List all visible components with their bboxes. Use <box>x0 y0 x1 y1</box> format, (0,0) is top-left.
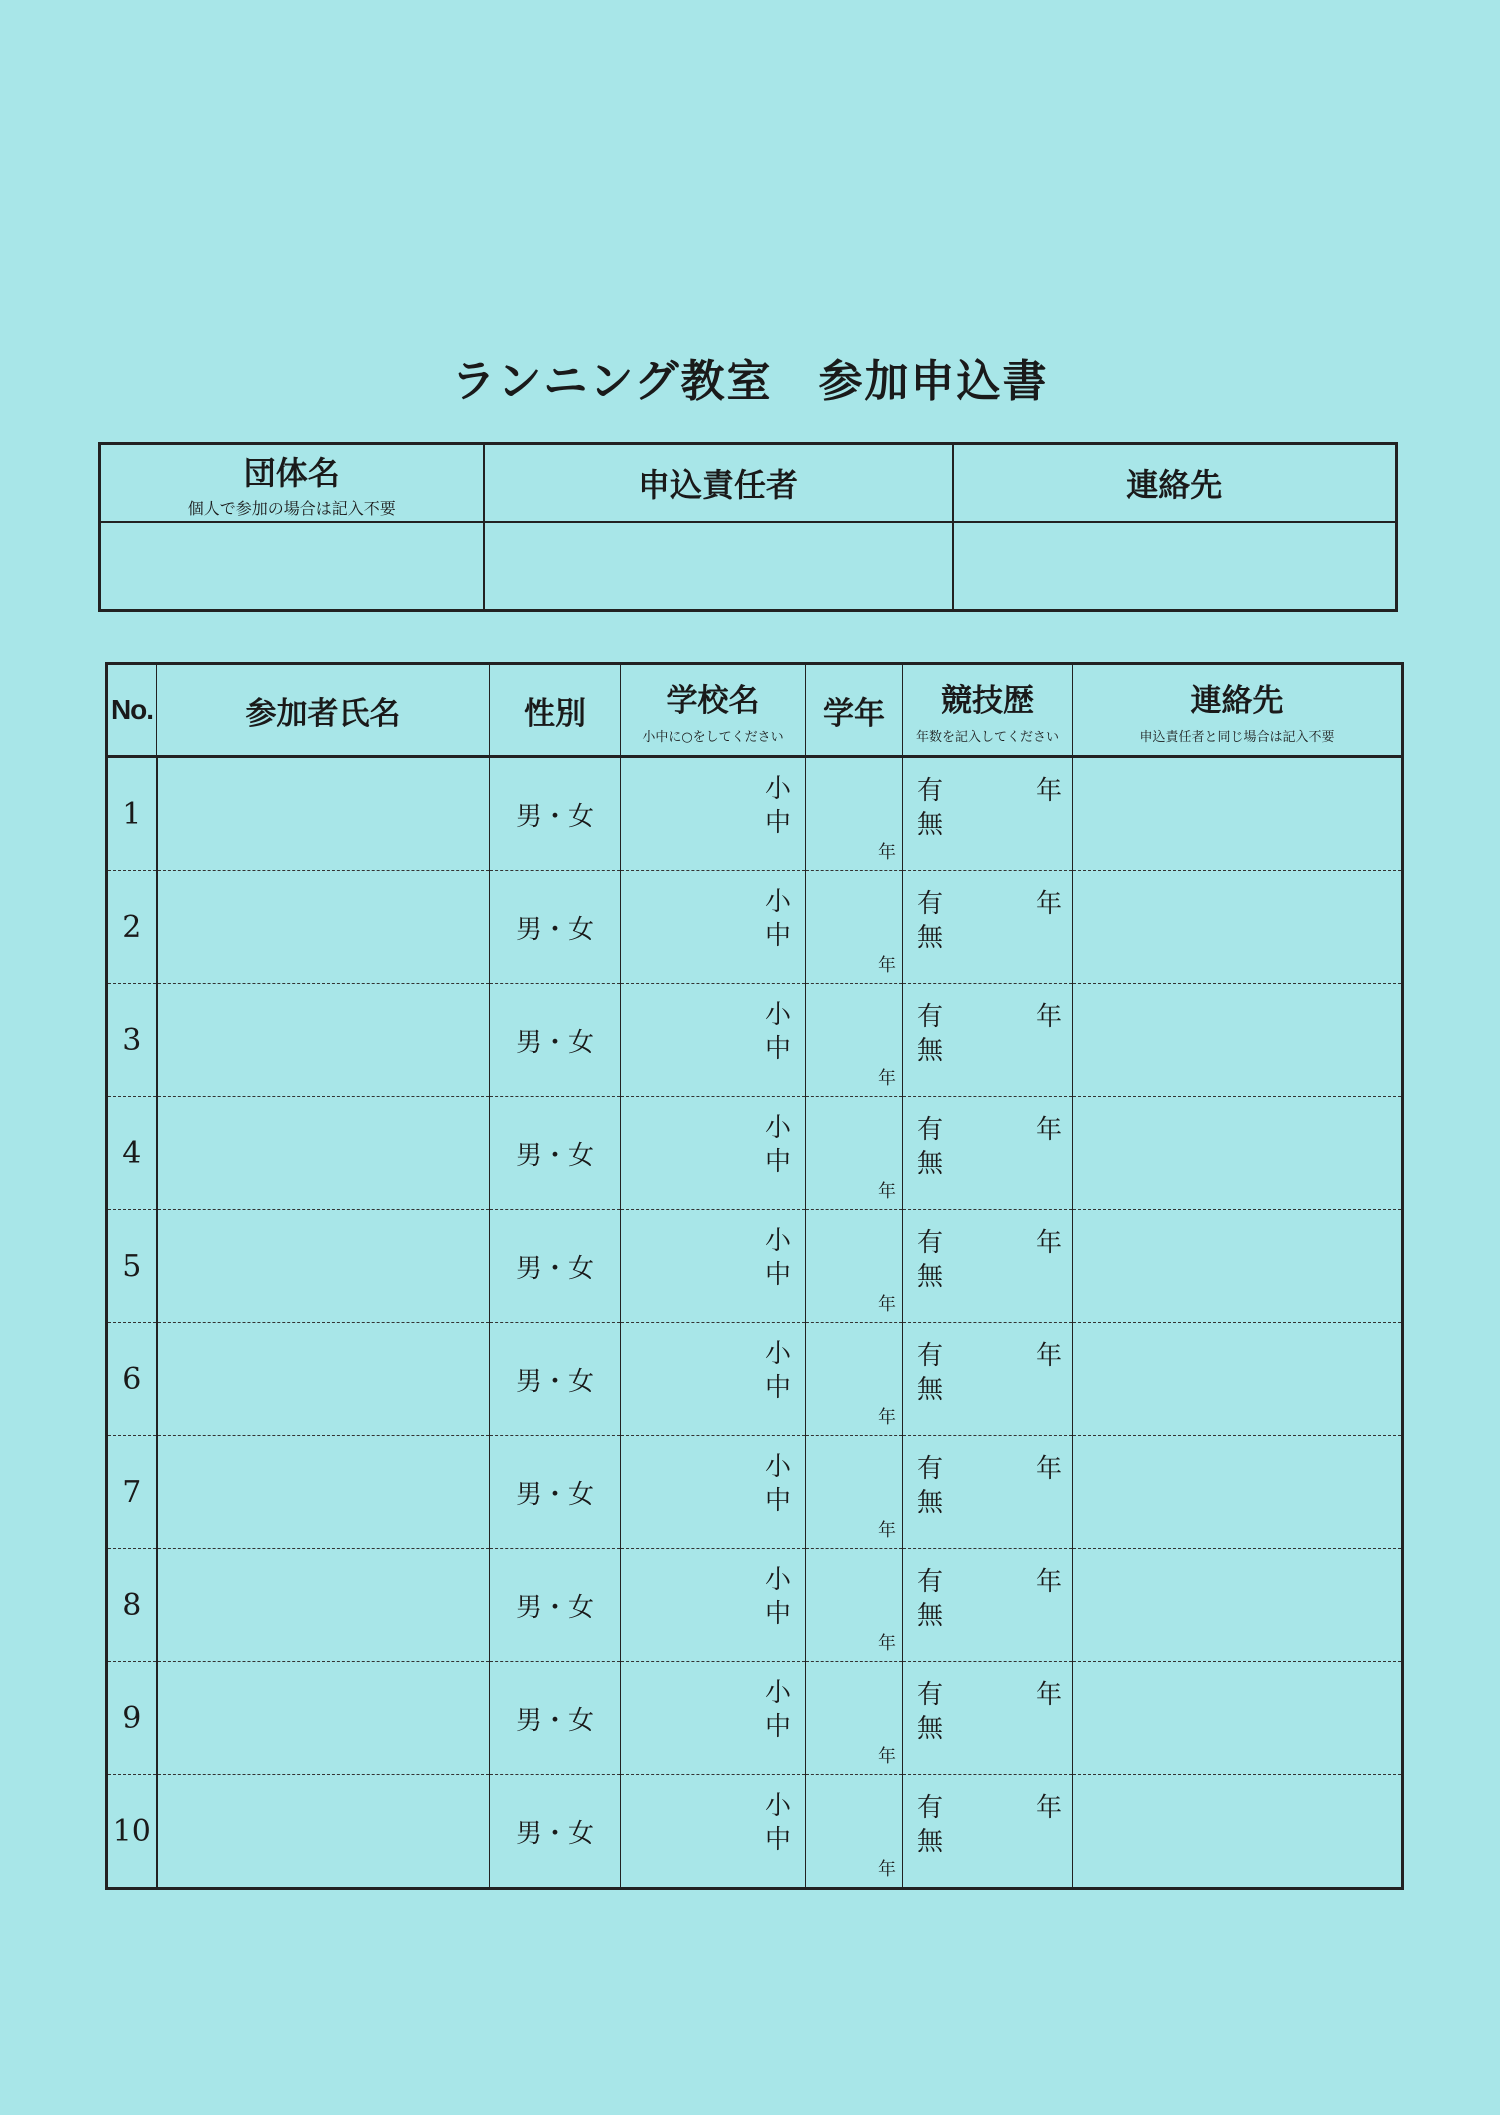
experience-no[interactable]: 無 <box>917 1036 944 1066</box>
gender-choice[interactable]: 男・女 <box>490 984 621 1097</box>
applicant-info-table <box>98 442 1398 612</box>
experience-field[interactable] <box>903 1097 1073 1210</box>
group-name-note: 個人で参加の場合は記入不要 <box>187 498 396 518</box>
participant-row <box>107 1549 1403 1662</box>
participant-row <box>107 1210 1403 1323</box>
experience-years-unit: 年 <box>1035 1002 1062 1032</box>
participant-contact-field[interactable] <box>1073 871 1403 984</box>
experience-yes[interactable]: 有 <box>917 1341 944 1371</box>
school-name-field[interactable] <box>621 1549 806 1662</box>
experience-field[interactable] <box>903 1549 1073 1662</box>
experience-years-unit: 年 <box>1035 1228 1062 1258</box>
participant-name-field[interactable] <box>157 1436 490 1549</box>
experience-field[interactable] <box>903 984 1073 1097</box>
grade-field[interactable] <box>806 984 903 1097</box>
row-number: 3 <box>107 984 157 1097</box>
participant-contact-field[interactable] <box>1073 1323 1403 1436</box>
grade-field[interactable] <box>806 1210 903 1323</box>
grade-field[interactable] <box>806 1097 903 1210</box>
grade-field[interactable] <box>806 1436 903 1549</box>
gender-choice[interactable]: 男・女 <box>490 757 621 871</box>
participant-contact-field[interactable] <box>1073 1097 1403 1210</box>
grade-unit: 年 <box>878 1633 896 1654</box>
grade-unit: 年 <box>878 1859 896 1880</box>
experience-yes[interactable]: 有 <box>917 1115 944 1145</box>
gender-choice[interactable]: 男・女 <box>490 1549 621 1662</box>
grade-field[interactable] <box>806 1323 903 1436</box>
experience-no[interactable]: 無 <box>917 1262 944 1292</box>
school-level-choice[interactable]: 小 中 <box>764 1452 791 1516</box>
col-school: 学校名 小中に○をしてください <box>621 664 806 757</box>
grade-field[interactable] <box>806 1662 903 1775</box>
grade-unit: 年 <box>878 1407 896 1428</box>
participant-name-field[interactable] <box>157 757 490 871</box>
gender-choice[interactable]: 男・女 <box>490 1323 621 1436</box>
gender-choice[interactable]: 男・女 <box>490 1210 621 1323</box>
participant-contact-field[interactable] <box>1073 984 1403 1097</box>
participant-name-field[interactable] <box>157 1775 490 1889</box>
gender-choice[interactable]: 男・女 <box>490 871 621 984</box>
experience-yes[interactable]: 有 <box>917 1793 944 1823</box>
gender-choice[interactable]: 男・女 <box>490 1662 621 1775</box>
participant-row <box>107 1323 1403 1436</box>
participant-name-field[interactable] <box>157 1097 490 1210</box>
school-level-choice[interactable]: 小 中 <box>764 774 791 838</box>
school-name-field[interactable] <box>621 757 806 871</box>
experience-years-unit: 年 <box>1035 1680 1062 1710</box>
experience-yes[interactable]: 有 <box>917 1567 944 1597</box>
experience-years-unit: 年 <box>1035 776 1062 806</box>
experience-no[interactable]: 無 <box>917 1149 944 1179</box>
school-name-field[interactable] <box>621 1662 806 1775</box>
experience-field[interactable] <box>903 1436 1073 1549</box>
school-name-field[interactable] <box>621 1436 806 1549</box>
participant-name-field[interactable] <box>157 871 490 984</box>
participant-name-field[interactable] <box>157 1549 490 1662</box>
col-no: No. <box>107 664 157 757</box>
participant-row <box>107 984 1403 1097</box>
row-number: 1 <box>107 757 157 871</box>
school-level-choice[interactable]: 小 中 <box>764 1226 791 1290</box>
participant-contact-field[interactable] <box>1073 1210 1403 1323</box>
row-number: 5 <box>107 1210 157 1323</box>
school-level-choice[interactable]: 小 中 <box>764 1339 791 1403</box>
school-name-field[interactable] <box>621 1323 806 1436</box>
page-title: ランニング教室 参加申込書 <box>451 356 1049 407</box>
group-name-header <box>100 444 484 523</box>
experience-yes[interactable]: 有 <box>917 776 944 806</box>
col-gender: 性別 <box>490 664 621 757</box>
contact-field[interactable] <box>953 522 1397 611</box>
participant-row <box>107 1662 1403 1775</box>
experience-years-unit: 年 <box>1035 889 1062 919</box>
col-contact: 連絡先 申込責任者と同じ場合は記入不要 <box>1073 664 1403 757</box>
grade-field[interactable] <box>806 1775 903 1889</box>
experience-no[interactable]: 無 <box>917 1375 944 1405</box>
col-grade: 学年 <box>806 664 903 757</box>
group-name-label: 団体名 <box>243 453 340 492</box>
school-name-field[interactable] <box>621 1210 806 1323</box>
contact-header <box>953 444 1397 523</box>
experience-field[interactable] <box>903 1662 1073 1775</box>
experience-yes[interactable]: 有 <box>917 1002 944 1032</box>
row-number: 6 <box>107 1323 157 1436</box>
grade-unit: 年 <box>878 1294 896 1315</box>
experience-field[interactable] <box>903 1210 1073 1323</box>
row-number: 4 <box>107 1097 157 1210</box>
participant-row <box>107 1775 1403 1889</box>
experience-no[interactable]: 無 <box>917 1601 944 1631</box>
school-level-choice[interactable]: 小 中 <box>764 1000 791 1064</box>
participant-contact-field[interactable] <box>1073 1775 1403 1889</box>
grade-unit: 年 <box>878 842 896 863</box>
experience-field[interactable] <box>903 757 1073 871</box>
responsible-person-label: 申込責任者 <box>638 466 799 504</box>
school-name-field[interactable] <box>621 871 806 984</box>
participants-table <box>105 662 1404 1890</box>
experience-field[interactable] <box>903 871 1073 984</box>
experience-no[interactable]: 無 <box>917 1714 944 1744</box>
grade-unit: 年 <box>878 1520 896 1541</box>
grade-unit: 年 <box>878 955 896 976</box>
participant-name-field[interactable] <box>157 1662 490 1775</box>
participant-row <box>107 757 1403 871</box>
col-name: 参加者氏名 <box>157 664 490 757</box>
experience-no[interactable]: 無 <box>917 1827 944 1857</box>
participant-row <box>107 1097 1403 1210</box>
group-name-field[interactable] <box>100 522 484 611</box>
experience-no[interactable]: 無 <box>917 923 944 953</box>
experience-yes[interactable]: 有 <box>917 1454 944 1484</box>
school-level-choice[interactable]: 小 中 <box>764 1791 791 1855</box>
experience-years-unit: 年 <box>1035 1341 1062 1371</box>
school-level-choice[interactable]: 小 中 <box>764 1565 791 1629</box>
participant-name-field[interactable] <box>157 1210 490 1323</box>
participant-name-field[interactable] <box>157 984 490 1097</box>
grade-field[interactable] <box>806 871 903 984</box>
school-level-choice[interactable]: 小 中 <box>764 1113 791 1177</box>
school-name-field[interactable] <box>621 1775 806 1889</box>
experience-field[interactable] <box>903 1775 1073 1889</box>
responsible-person-field[interactable] <box>484 522 953 611</box>
row-number: 9 <box>107 1662 157 1775</box>
gender-choice[interactable]: 男・女 <box>490 1097 621 1210</box>
participant-contact-field[interactable] <box>1073 757 1403 871</box>
experience-yes[interactable]: 有 <box>917 889 944 919</box>
experience-field[interactable] <box>903 1323 1073 1436</box>
gender-choice[interactable]: 男・女 <box>490 1775 621 1889</box>
experience-yes[interactable]: 有 <box>917 1228 944 1258</box>
grade-unit: 年 <box>878 1181 896 1202</box>
grade-unit: 年 <box>878 1068 896 1089</box>
participant-row <box>107 1436 1403 1549</box>
experience-years-unit: 年 <box>1035 1793 1062 1823</box>
participant-contact-field[interactable] <box>1073 1549 1403 1662</box>
row-number: 7 <box>107 1436 157 1549</box>
gender-choice[interactable]: 男・女 <box>490 1436 621 1549</box>
responsible-person-header <box>484 444 953 523</box>
school-level-choice[interactable]: 小 中 <box>764 887 791 951</box>
grade-unit: 年 <box>878 1746 896 1767</box>
experience-yes[interactable]: 有 <box>917 1680 944 1710</box>
contact-label: 連絡先 <box>1126 466 1223 504</box>
experience-years-unit: 年 <box>1035 1454 1062 1484</box>
experience-no[interactable]: 無 <box>917 1488 944 1518</box>
school-name-field[interactable] <box>621 984 806 1097</box>
experience-years-unit: 年 <box>1035 1567 1062 1597</box>
participant-contact-field[interactable] <box>1073 1436 1403 1549</box>
row-number: 8 <box>107 1549 157 1662</box>
grade-field[interactable] <box>806 757 903 871</box>
row-number: 2 <box>107 871 157 984</box>
school-level-choice[interactable]: 小 中 <box>764 1678 791 1742</box>
col-experience: 競技歴 年数を記入してください <box>903 664 1073 757</box>
row-number: 10 <box>107 1775 157 1889</box>
grade-field[interactable] <box>806 1549 903 1662</box>
school-name-field[interactable] <box>621 1097 806 1210</box>
experience-no[interactable]: 無 <box>917 810 944 840</box>
participant-row <box>107 871 1403 984</box>
participant-contact-field[interactable] <box>1073 1662 1403 1775</box>
participant-name-field[interactable] <box>157 1323 490 1436</box>
experience-years-unit: 年 <box>1035 1115 1062 1145</box>
